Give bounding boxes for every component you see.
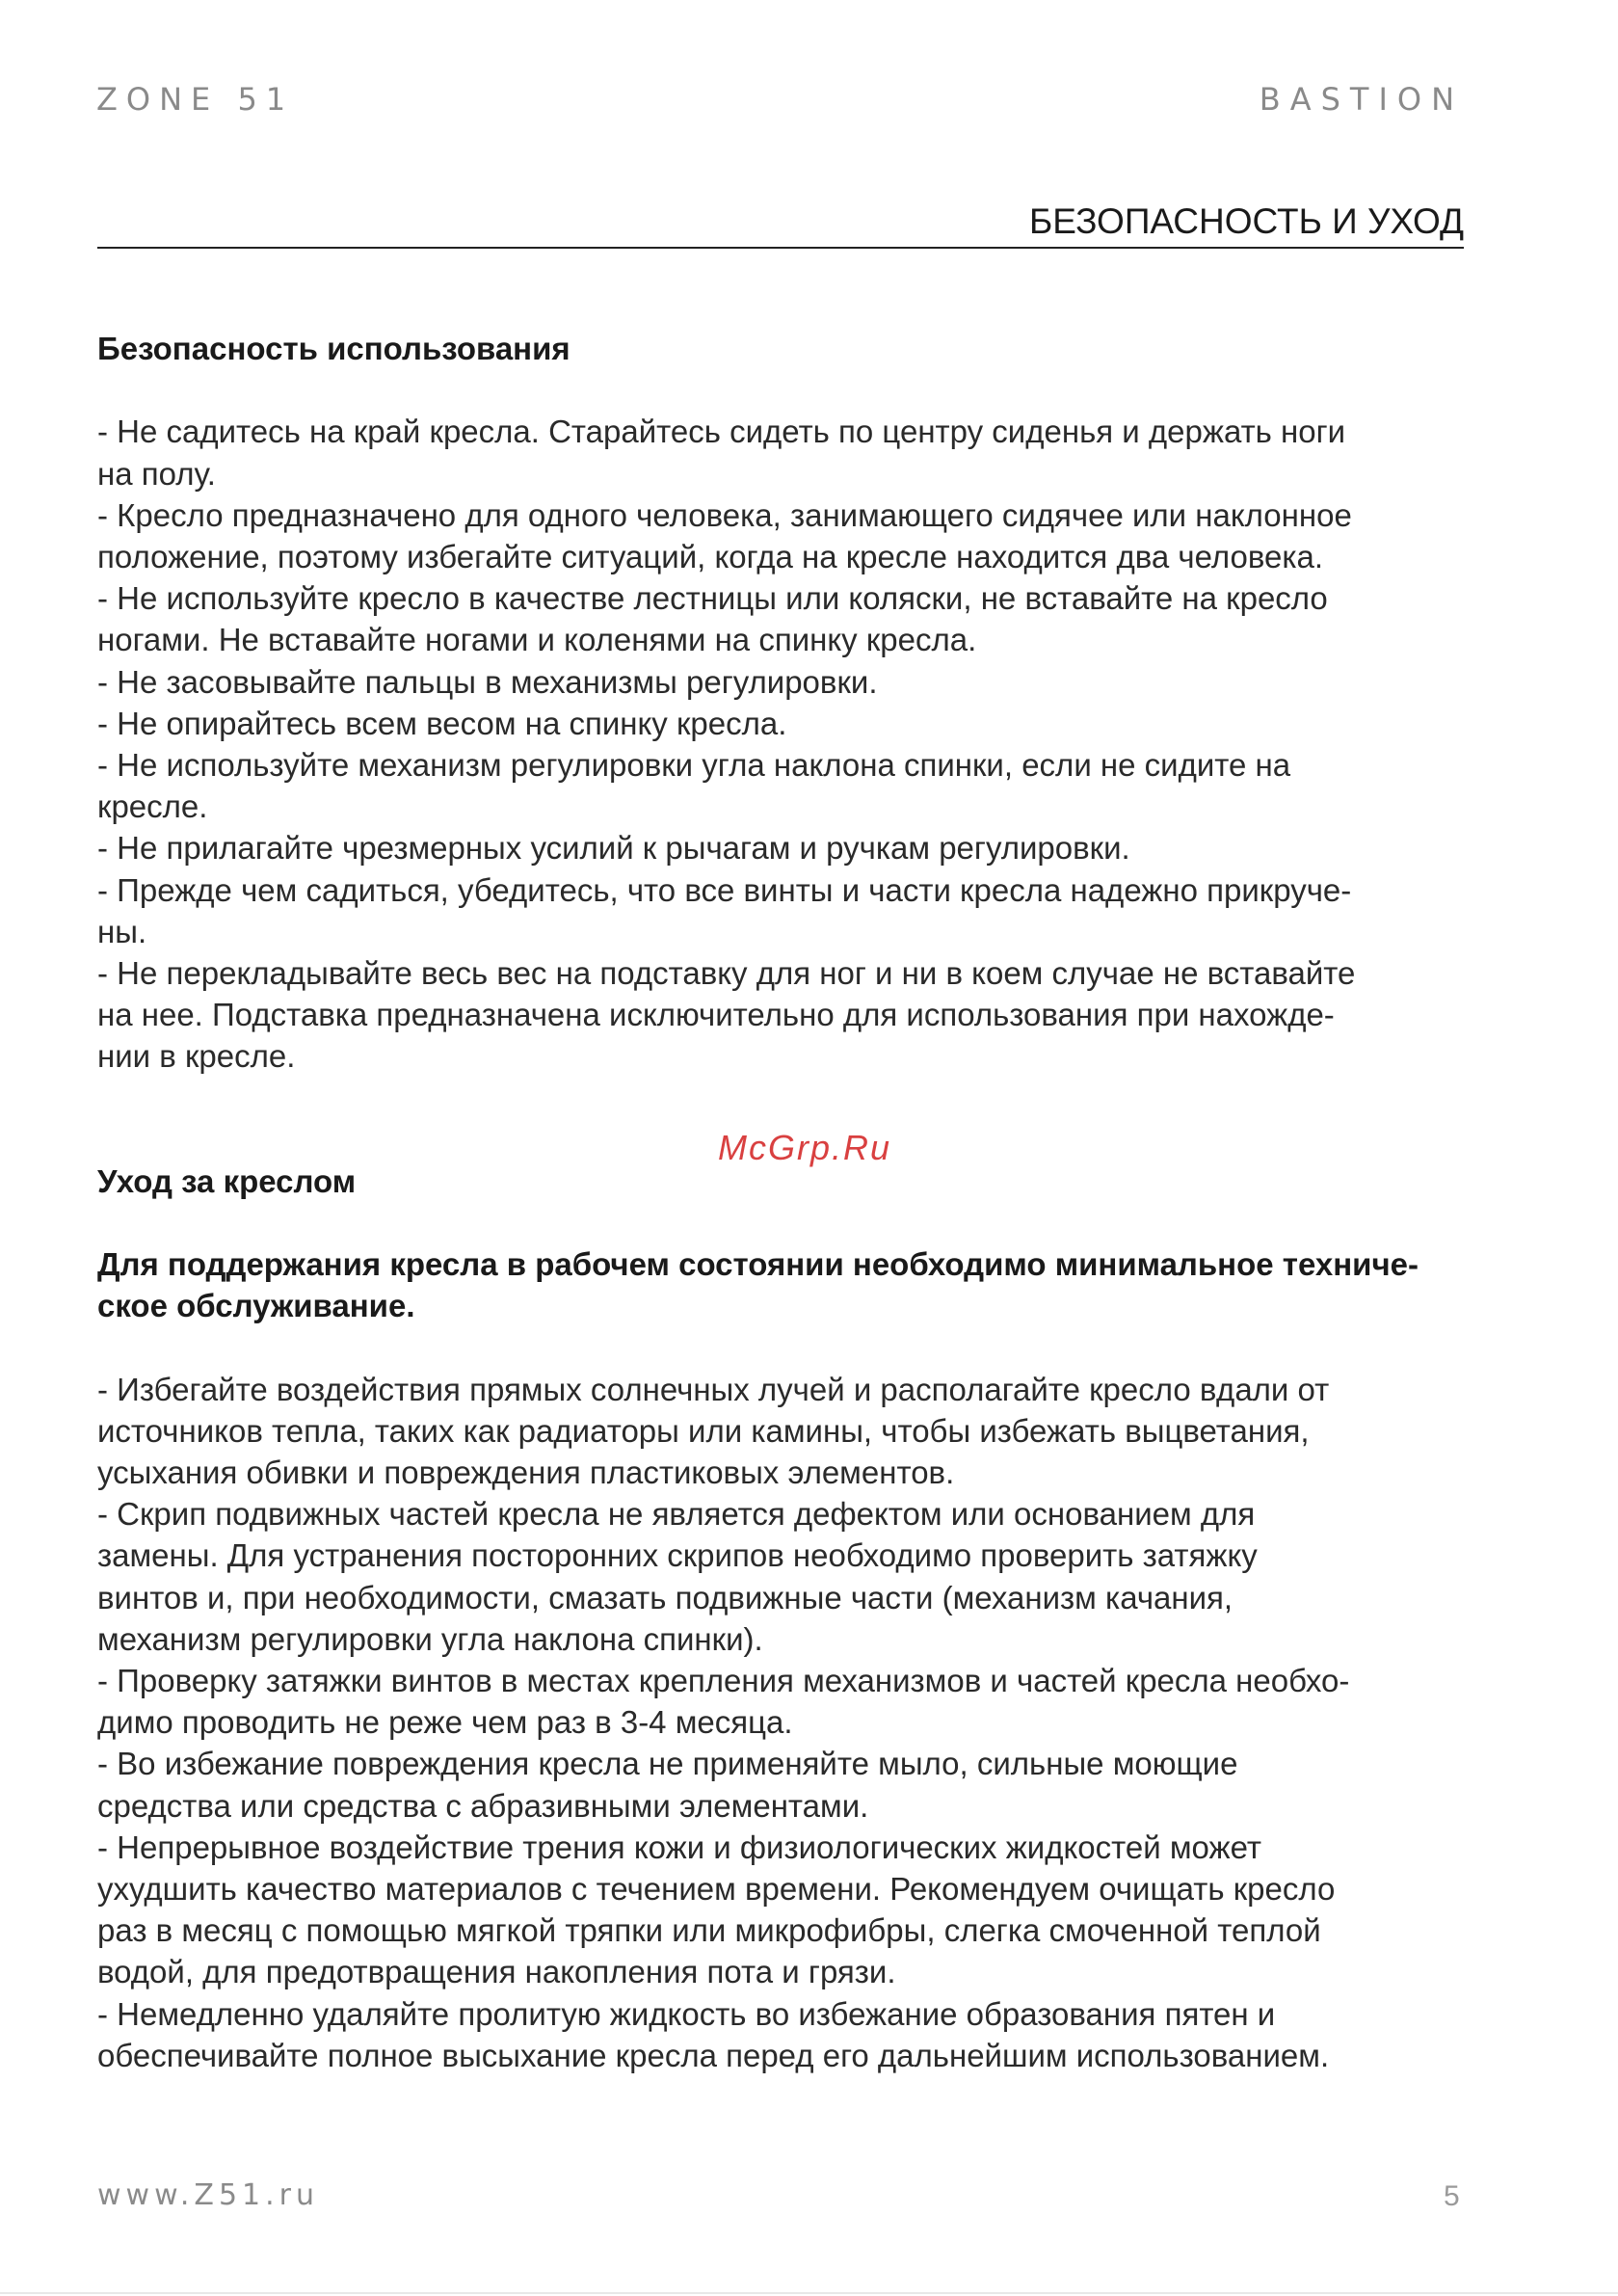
text-line: раз в месяц с помощью мягкой тряпки или микрофибры, слегка смоченной теплой xyxy=(97,1912,1321,1949)
text-line: механизм регулировки угла наклона спинки). xyxy=(97,1620,763,1657)
text-line: на полу. xyxy=(97,455,216,492)
text-line: ногами. Не вставайте ногами и коленями на спинку кресла. xyxy=(97,622,977,658)
text-line: ны. xyxy=(97,913,147,949)
safety-heading: Безопасность использования xyxy=(97,331,570,366)
safety-text xyxy=(97,411,1475,1077)
title-rule xyxy=(97,189,1464,249)
text-line: - Прежде чем садиться, убедитесь, что все винты и части кресла надежно прикруче- xyxy=(97,871,1352,908)
text-line: - Не используйте механизм регулировки угла наклона спинки, если не сидите на xyxy=(97,747,1291,784)
text-line: димо проводить не реже чем раз в 3-4 месяца. xyxy=(97,1704,793,1741)
text-line: ухудшить качество материалов с течением времени. Рекомендуем очищать кресло xyxy=(97,1871,1336,1908)
page-title: БЕЗОПАСНОСТЬ И УХОД xyxy=(1028,201,1464,241)
brand-logo-zone51: ZONE 51 xyxy=(96,81,295,118)
text-line: замены. Для устранения посторонних скрипов необходимо проверить затяжку xyxy=(97,1537,1258,1574)
care-intro-line: ское обслуживание. xyxy=(97,1288,415,1324)
text-line: - Скрип подвижных частей кресла не является дефектом или основанием для xyxy=(97,1496,1256,1533)
text-line: - Не используйте кресло в качестве лестницы или коляски, не вставайте на кресло xyxy=(97,580,1328,617)
watermark: McGrp.Ru xyxy=(718,1128,892,1167)
text-line: обеспечивайте полное высыхание кресла перед его дальнейшим использованием. xyxy=(97,2037,1330,2073)
page-number: 5 xyxy=(1444,2180,1460,2212)
text-line: нии в кресле. xyxy=(97,1038,296,1075)
footer-website: www.Z51.ru xyxy=(97,2178,319,2212)
text-line: положение, поэтому избегайте ситуаций, когда на кресле находится два человека. xyxy=(97,539,1324,574)
text-line: средства или средства с абразивными элементами. xyxy=(97,1787,869,1824)
content xyxy=(97,328,1475,2076)
text-line: - Не перекладывайте весь вес на подставку для ног и ни в коем случае не вставайте xyxy=(97,955,1356,992)
text-line: - Не опирайтесь всем весом на спинку кресла. xyxy=(97,705,787,741)
text-line: усыхания обивки и повреждения пластиковых элементов. xyxy=(97,1455,955,1491)
text-line: - Не прилагайте чрезмерных усилий к рычагам и ручкам регулировки. xyxy=(97,830,1130,867)
text-line: водой, для предотвращения накопления пота и грязи. xyxy=(97,1954,896,1990)
care-heading: Уход за креслом xyxy=(97,1162,357,1199)
text-line: - Во избежание повреждения кресла не применяйте мыло, сильные моющие xyxy=(97,1746,1238,1782)
brand-logo-bastion: BASTION xyxy=(1259,81,1464,118)
text-line: - Немедленно удаляйте пролитую жидкость во избежание образования пятен и xyxy=(97,1995,1276,2032)
text-line: - Кресло предназначено для одного человека, занимающего сидячее или наклонное xyxy=(97,496,1352,533)
page-bottom-edge xyxy=(0,2292,1618,2294)
text-line: винтов и, при необходимости, смазать подвижные части (механизм качания, xyxy=(97,1579,1233,1615)
text-line: - Проверку затяжки винтов в местах крепления механизмов и частей кресла необхо- xyxy=(97,1663,1350,1699)
text-line: - Не засовывайте пальцы в механизмы регулировки. xyxy=(97,663,878,700)
text-line: - Избегайте воздействия прямых солнечных лучей и располагайте кресло вдали от xyxy=(97,1371,1330,1407)
care-text xyxy=(97,1369,1475,2076)
text-line: источников тепла, таких как радиаторы или камины, чтобы избежать выцветания, xyxy=(97,1412,1310,1449)
text-line: - Не садитесь на край кресла. Старайтесь сидеть по центру сиденья и держать ноги xyxy=(97,414,1346,450)
care-intro-line: Для поддержания кресла в рабочем состоянии необходимо минимальное техниче- xyxy=(97,1246,1419,1283)
text-line: на нее. Подставка предназначена исключительно для использования при нахожде- xyxy=(97,997,1335,1033)
text-line: - Непрерывное воздействие трения кожи и физиологических жидкостей может xyxy=(97,1829,1261,1865)
text-line: кресле. xyxy=(97,788,208,825)
